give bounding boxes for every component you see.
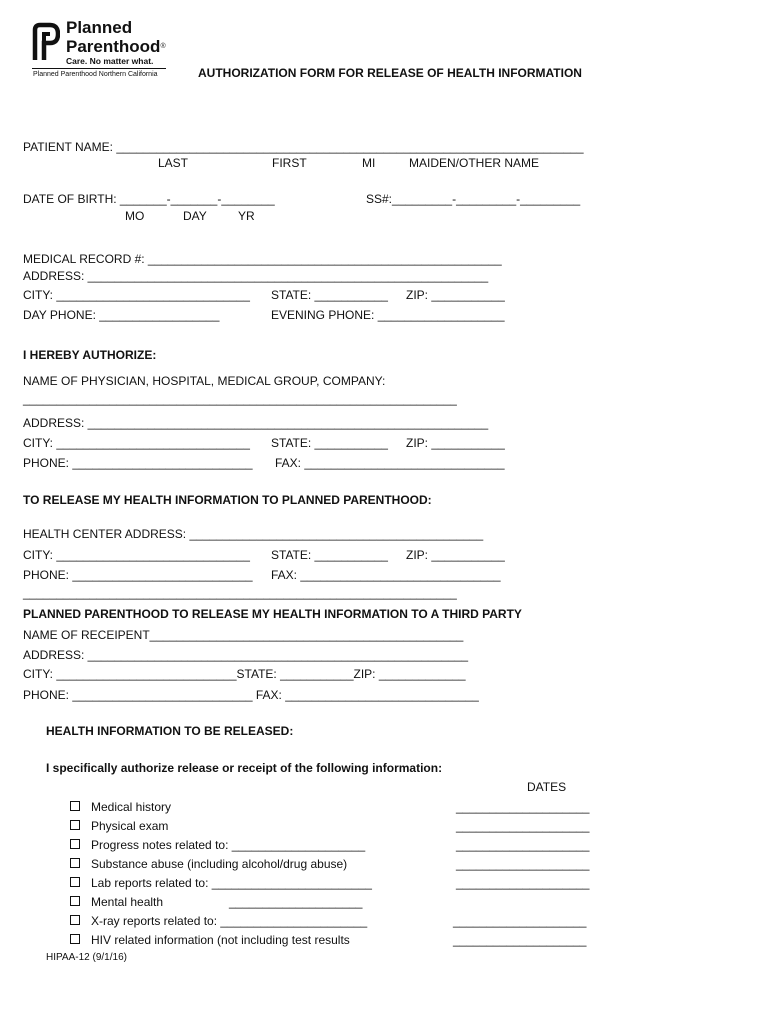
patient-zip-field[interactable]: ZIP: ___________	[406, 288, 505, 302]
patient-city-field[interactable]: CITY: _____________________________	[23, 288, 250, 302]
ssn-field[interactable]: SS#:_________-_________-_________	[366, 192, 581, 206]
authorize-statement: I specifically authorize release or receipt of the following information:	[46, 761, 443, 775]
item-label[interactable]: Lab reports related to: ________________________	[91, 876, 372, 890]
patient-state-field[interactable]: STATE: ___________	[271, 288, 388, 302]
authorize-name-field[interactable]: _________________________________________________________________	[23, 392, 457, 406]
sublabel-mi: MI	[362, 156, 376, 170]
patient-name-field[interactable]: PATIENT NAME: ______________________________________________________________________	[23, 140, 584, 154]
checkbox-mental-health[interactable]	[70, 896, 80, 906]
checkbox-medical-history[interactable]	[70, 801, 80, 811]
mental-health-blank[interactable]: ____________________	[229, 895, 363, 909]
authorize-city-field[interactable]: CITY: _____________________________	[23, 436, 250, 450]
item-label: Medical history	[91, 800, 172, 814]
registered-mark: ®	[160, 43, 166, 50]
authorize-state-field[interactable]: STATE: ___________	[271, 436, 388, 450]
logo-divider	[32, 68, 166, 69]
dates-header: DATES	[527, 780, 567, 794]
checkbox-xray-reports[interactable]	[70, 915, 80, 925]
separator-line: _________________________________________________________________	[23, 586, 457, 600]
date-of-birth-field[interactable]: DATE OF BIRTH: _______-_______-________	[23, 192, 275, 206]
checkbox-hiv-info[interactable]	[70, 934, 80, 944]
checkbox-substance-abuse[interactable]	[70, 858, 80, 868]
sublabel-yr: YR	[238, 209, 255, 223]
sublabel-mo: MO	[125, 209, 145, 223]
form-title: AUTHORIZATION FORM FOR RELEASE OF HEALTH INFORMATION	[198, 66, 582, 80]
authorize-heading: I HEREBY AUTHORIZE:	[23, 348, 157, 362]
item-label: Substance abuse (including alcohol/drug abuse)	[91, 857, 348, 871]
health-info-heading: HEALTH INFORMATION TO BE RELEASED:	[46, 724, 294, 738]
evening-phone-field[interactable]: EVENING PHONE: ___________________	[271, 308, 505, 322]
logo-tagline: Care. No matter what.	[66, 56, 154, 66]
authorize-zip-field[interactable]: ZIP: ___________	[406, 436, 505, 450]
logo-name-line1: Planned	[66, 18, 133, 37]
authorize-name-of-label: NAME OF PHYSICIAN, HOSPITAL, MEDICAL GROUP, COMPANY:	[23, 374, 386, 388]
pp-fax-field[interactable]: FAX: ______________________________	[271, 568, 501, 582]
third-party-heading: PLANNED PARENTHOOD TO RELEASE MY HEALTH INFORMATION TO A THIRD PARTY	[23, 607, 522, 621]
form-code: HIPAA-12 (9/1/16)	[46, 952, 127, 963]
planned-parenthood-p-mark-icon	[32, 22, 60, 62]
health-center-address-field[interactable]: HEALTH CENTER ADDRESS: ____________________________________________	[23, 527, 484, 541]
date-field[interactable]: ____________________	[456, 819, 590, 833]
day-phone-field[interactable]: DAY PHONE: __________________	[23, 308, 220, 322]
checkbox-physical-exam[interactable]	[70, 820, 80, 830]
planned-parenthood-logo	[30, 18, 170, 80]
date-field[interactable]: ____________________	[456, 800, 590, 814]
sublabel-last: LAST	[158, 156, 189, 170]
logo-name-line2: Parenthood	[66, 37, 161, 56]
pp-phone-field[interactable]: PHONE: ___________________________	[23, 568, 253, 582]
sublabel-day: DAY	[183, 209, 207, 223]
authorize-phone-field[interactable]: PHONE: ___________________________	[23, 456, 253, 470]
item-label: Mental health	[91, 895, 164, 909]
pp-city-field[interactable]: CITY: _____________________________	[23, 548, 250, 562]
authorize-address-field[interactable]: ADDRESS: ____________________________________________________________	[23, 416, 489, 430]
sublabel-maiden: MAIDEN/OTHER NAME	[409, 156, 540, 170]
sublabel-first: FIRST	[272, 156, 307, 170]
medical-record-field[interactable]: MEDICAL RECORD #: _____________________________________________________	[23, 252, 502, 266]
pp-zip-field[interactable]: ZIP: ___________	[406, 548, 505, 562]
logo-affiliate: Planned Parenthood Northern California	[33, 71, 158, 78]
recipient-name-field[interactable]: NAME OF RECEIPENT_______________________________________________	[23, 628, 464, 642]
item-label: Physical exam	[91, 819, 169, 833]
item-label: HIV related information (not including test results	[91, 933, 350, 947]
pp-state-field[interactable]: STATE: ___________	[271, 548, 388, 562]
recipient-city-state-zip-field[interactable]: CITY: ___________________________STATE: ___________ZIP: _____________	[23, 667, 466, 681]
date-field[interactable]: ____________________	[456, 838, 590, 852]
date-field[interactable]: ____________________	[456, 876, 590, 890]
patient-address-field[interactable]: ADDRESS: ____________________________________________________________	[23, 269, 489, 283]
logo-wordmark	[66, 18, 166, 56]
item-label[interactable]: X-ray reports related to: ______________________	[91, 914, 368, 928]
checkbox-progress-notes[interactable]	[70, 839, 80, 849]
date-field[interactable]: ____________________	[456, 857, 590, 871]
date-field[interactable]: ____________________	[453, 933, 587, 947]
checkbox-lab-reports[interactable]	[70, 877, 80, 887]
recipient-address-field[interactable]: ADDRESS: _________________________________________________________	[23, 648, 469, 662]
release-to-pp-heading: TO RELEASE MY HEALTH INFORMATION TO PLANNED PARENTHOOD:	[23, 493, 432, 507]
authorize-fax-field[interactable]: FAX: ______________________________	[275, 456, 505, 470]
date-field[interactable]: ____________________	[453, 914, 587, 928]
item-label[interactable]: Progress notes related to: ____________________	[91, 838, 366, 852]
recipient-phone-fax-field[interactable]: PHONE: ___________________________ FAX: _____________________________	[23, 688, 479, 702]
